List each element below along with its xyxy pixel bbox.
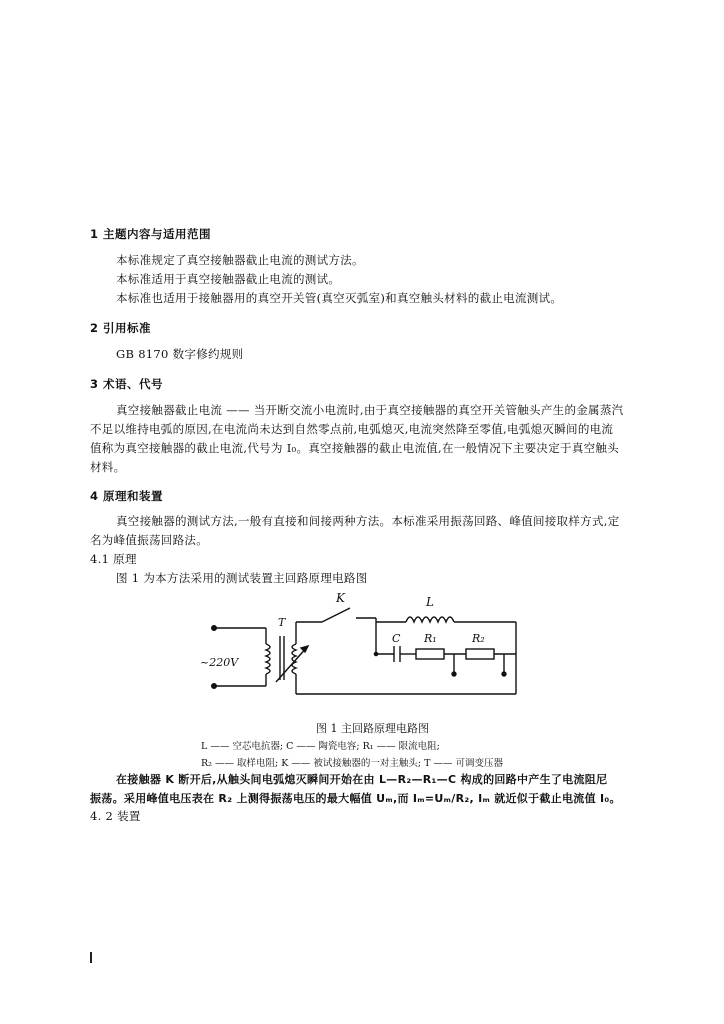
transformer-primary-coil <box>266 644 270 674</box>
section-3-line-1: 真空接触器截止电流 —— 当开断交流小电流时,由于真空接触器的真空开关管触头产生的金属蒸汽 <box>116 403 624 417</box>
section-1-paragraph-2: 本标准适用于真空接触器截止电流的测试。 <box>116 272 341 286</box>
section-1-paragraph-3: 本标准也适用于接触器用的真空开关管(真空灭弧室)和真空触头材料的截止电流测试。 <box>116 291 563 305</box>
after-figure-line-1: 在接触器 K 断开后,从触头间电弧熄灭瞬间开始在由 L—R₂—R₁—C 构成的回路中产生了电流阻尼 <box>116 773 608 786</box>
resistor-r1 <box>416 649 444 659</box>
section-1-heading: 1 主题内容与适用范围 <box>90 227 212 241</box>
figure-legend-line-1: L —— 空芯电抗器; C —— 陶瓷电容; R₁ —— 限流电阻; <box>201 741 440 752</box>
section-3-line-2: 不足以维持电弧的原因,在电流尚未达到自然零点前,电弧熄灭,电流突然降至零值,电弧熄灭瞬间的电流 <box>90 422 614 436</box>
section-3-line-4: 材料。 <box>90 460 126 474</box>
contact-k <box>322 608 350 622</box>
adjustable-arrow <box>276 646 308 682</box>
section-3-heading: 3 术语、代号 <box>90 377 164 391</box>
section-1-paragraph-1: 本标准规定了真空接触器截止电流的测试方法。 <box>116 253 364 267</box>
label-t: T <box>278 616 286 629</box>
inductor-l <box>406 617 454 622</box>
tap-terminal-left <box>452 672 456 676</box>
section-3-line-3: 值称为真空接触器的截止电流,代号为 I₀。真空接触器的截止电流值,在一般情况下主要决定于真空触头 <box>90 441 620 455</box>
reference-standard: GB 8170 数字修约规则 <box>116 347 244 361</box>
label-source: ~220V <box>200 656 239 669</box>
label-l: L <box>426 595 434 609</box>
circuit-diagram <box>180 588 540 713</box>
label-r2: R₂ <box>472 632 485 645</box>
section-4-heading: 4 原理和装置 <box>90 489 164 503</box>
label-r1: R₁ <box>424 632 437 645</box>
subsection-4-2-heading: 4. 2 装置 <box>90 809 141 823</box>
label-k: K <box>336 591 345 605</box>
margin-mark <box>90 952 92 963</box>
tap-terminal-right <box>502 672 506 676</box>
after-figure-line-2: 振荡。采用峰值电压表在 R₂ 上测得振荡电压的最大幅值 Uₘ,而 Iₘ=Uₘ/R₂, Iₘ 就近似于截止电流值 I₀。 <box>90 792 621 805</box>
transformer-secondary-coil <box>292 644 296 674</box>
section-2-heading: 2 引用标准 <box>90 321 152 335</box>
figure-caption: 图 1 主回路原理电路图 <box>316 722 429 735</box>
label-c: C <box>392 632 401 645</box>
figure-legend-line-2: R₂ —— 取样电阻; K —— 被试接触器的一对主触头; T —— 可调变压器 <box>201 758 503 769</box>
resistor-r2 <box>466 649 494 659</box>
subsection-4-1-heading: 4.1 原理 <box>90 552 137 566</box>
section-4-line-2: 名为峰值振荡回路法。 <box>90 533 208 547</box>
figure-intro-line: 图 1 为本方法采用的测试装置主回路原理电路图 <box>116 571 368 585</box>
section-4-line-1: 真空接触器的测试方法,一般有直接和间接两种方法。本标准采用振荡回路、峰值间接取样方式,定 <box>116 514 620 528</box>
